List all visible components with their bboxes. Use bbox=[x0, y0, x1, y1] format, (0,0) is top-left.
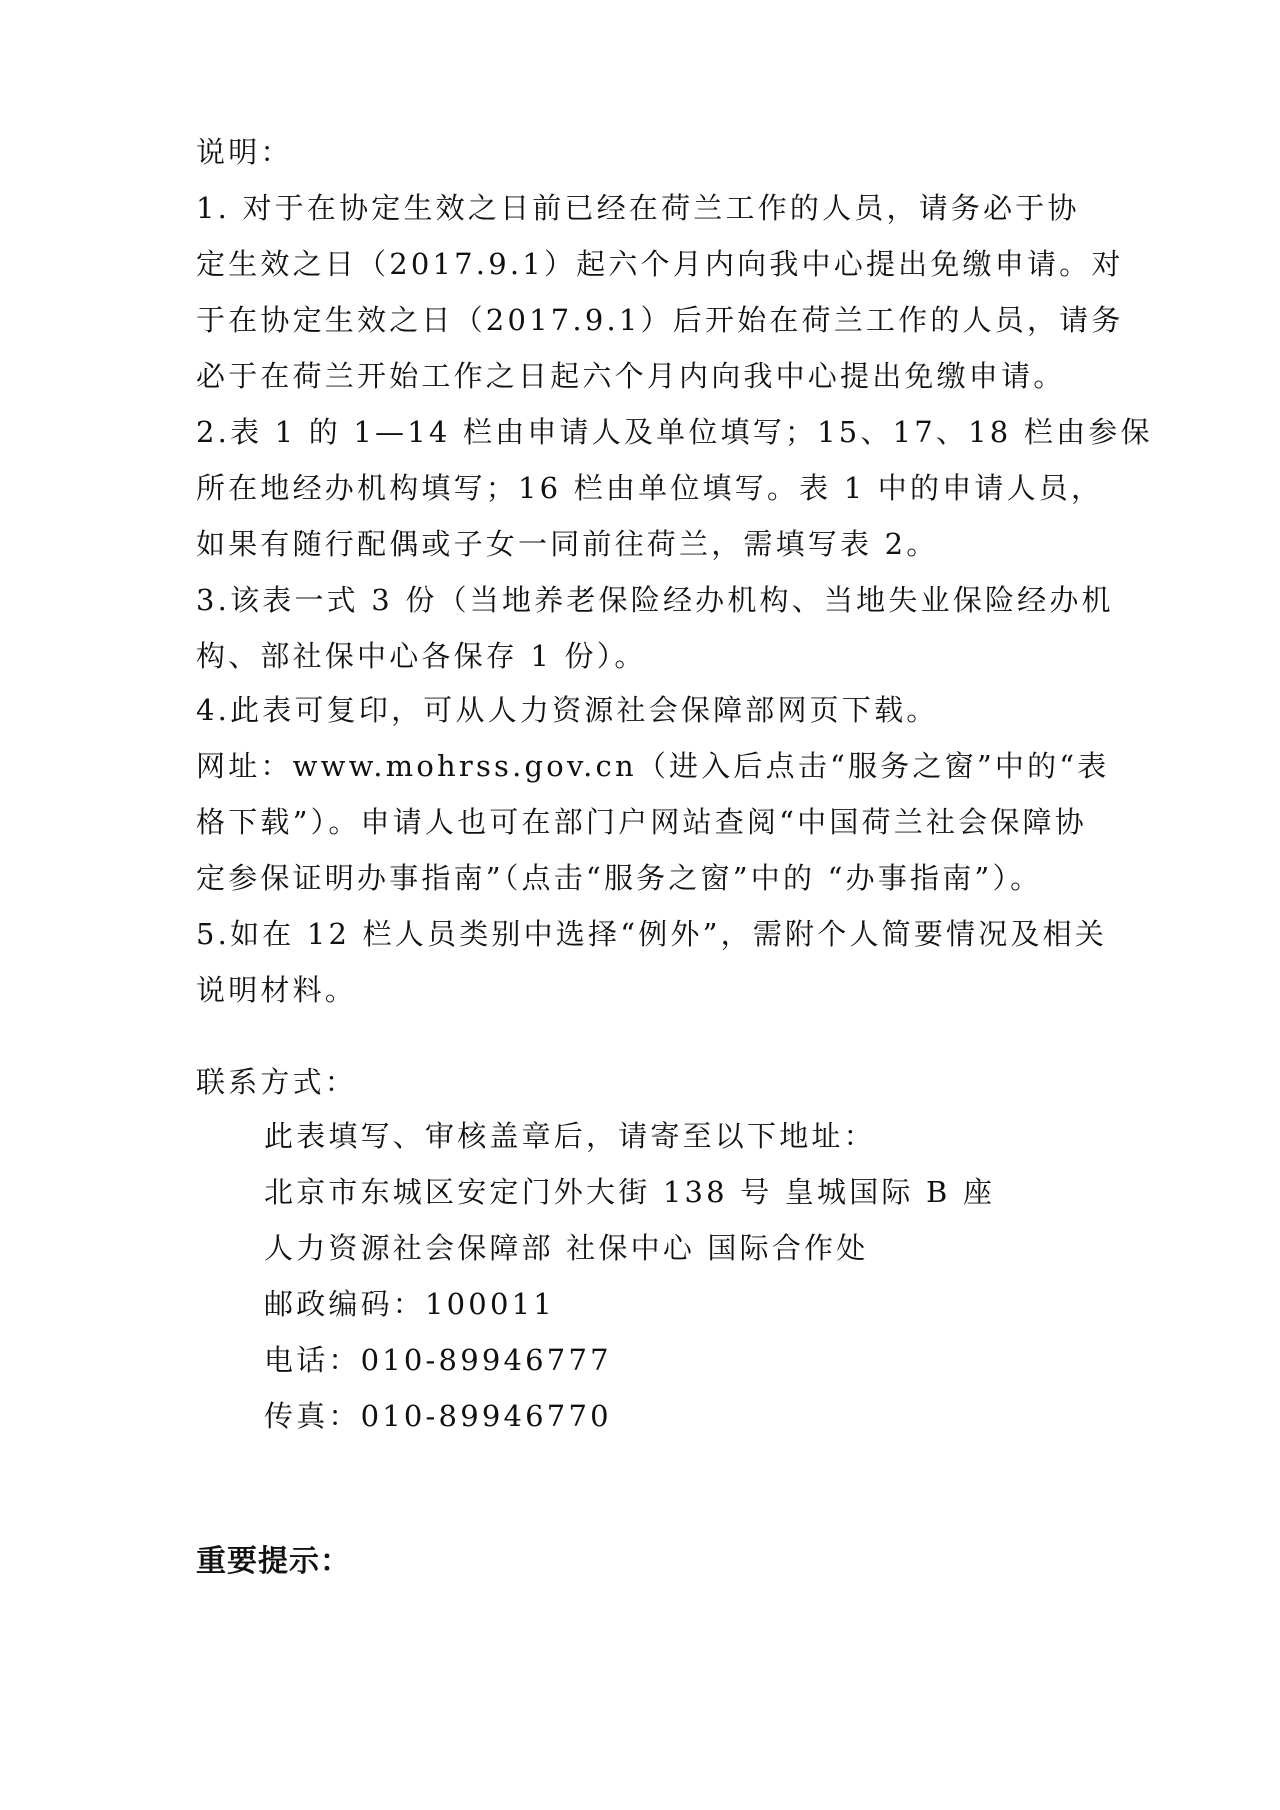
instructions-heading: 说明： bbox=[196, 135, 293, 169]
instruction-line: 格下载”）。申请人也可在部门户网站查阅“中国荷兰社会保障协 bbox=[196, 805, 1087, 839]
department-line: 人力资源社会保障部 社保中心 国际合作处 bbox=[264, 1231, 869, 1265]
instruction-line: 如果有随行配偶或子女一同前往荷兰，需填写表 2。 bbox=[196, 527, 939, 561]
instruction-line: 于在协定生效之日（2017.9.1）后开始在荷兰工作的人员，请务 bbox=[196, 303, 1124, 337]
important-notice-heading: 重要提示： bbox=[196, 1544, 351, 1579]
fax-number: 传真：010-89946770 bbox=[264, 1399, 612, 1433]
instruction-line: 构、部社保中心各保存 1 份）。 bbox=[196, 639, 647, 673]
phone-number: 电话：010-89946777 bbox=[264, 1343, 612, 1377]
contact-line: 此表填写、审核盖章后，请寄至以下地址： bbox=[264, 1119, 876, 1153]
website-line: 网址：www.mohrss.gov.cn（进入后点击“服务之窗”中的“表 bbox=[196, 749, 1110, 783]
instruction-line: 所在地经办机构填写；16 栏由单位填写。表 1 中的申请人员， bbox=[196, 471, 1104, 505]
instruction-line: 5.如在 12 栏人员类别中选择“例外”，需附个人简要情况及相关 bbox=[196, 917, 1108, 951]
instruction-line: 2.表 1 的 1—14 栏由申请人及单位填写；15、17、18 栏由参保 bbox=[196, 415, 1153, 449]
contact-heading: 联系方式： bbox=[196, 1065, 358, 1099]
instruction-line: 说明材料。 bbox=[196, 973, 358, 1007]
instruction-line: 必于在荷兰开始工作之日起六个月内向我中心提出免缴申请。 bbox=[196, 359, 1066, 393]
instruction-line: 3.该表一式 3 份（当地养老保险经办机构、当地失业保险经办机 bbox=[196, 583, 1114, 617]
postal-code: 邮政编码：100011 bbox=[264, 1287, 555, 1321]
address-line: 北京市东城区安定门外大街 138 号 皇城国际 B 座 bbox=[264, 1175, 996, 1209]
instruction-line: 定生效之日（2017.9.1）起六个月内向我中心提出免缴申请。对 bbox=[196, 247, 1124, 281]
instruction-line: 定参保证明办事指南”（点击“服务之窗”中的 “办事指南”）。 bbox=[196, 861, 1043, 895]
instruction-line: 4.此表可复印，可从人力资源社会保障部网页下载。 bbox=[196, 693, 939, 727]
instruction-line: 1. 对于在协定生效之日前已经在荷兰工作的人员，请务必于协 bbox=[196, 191, 1080, 225]
